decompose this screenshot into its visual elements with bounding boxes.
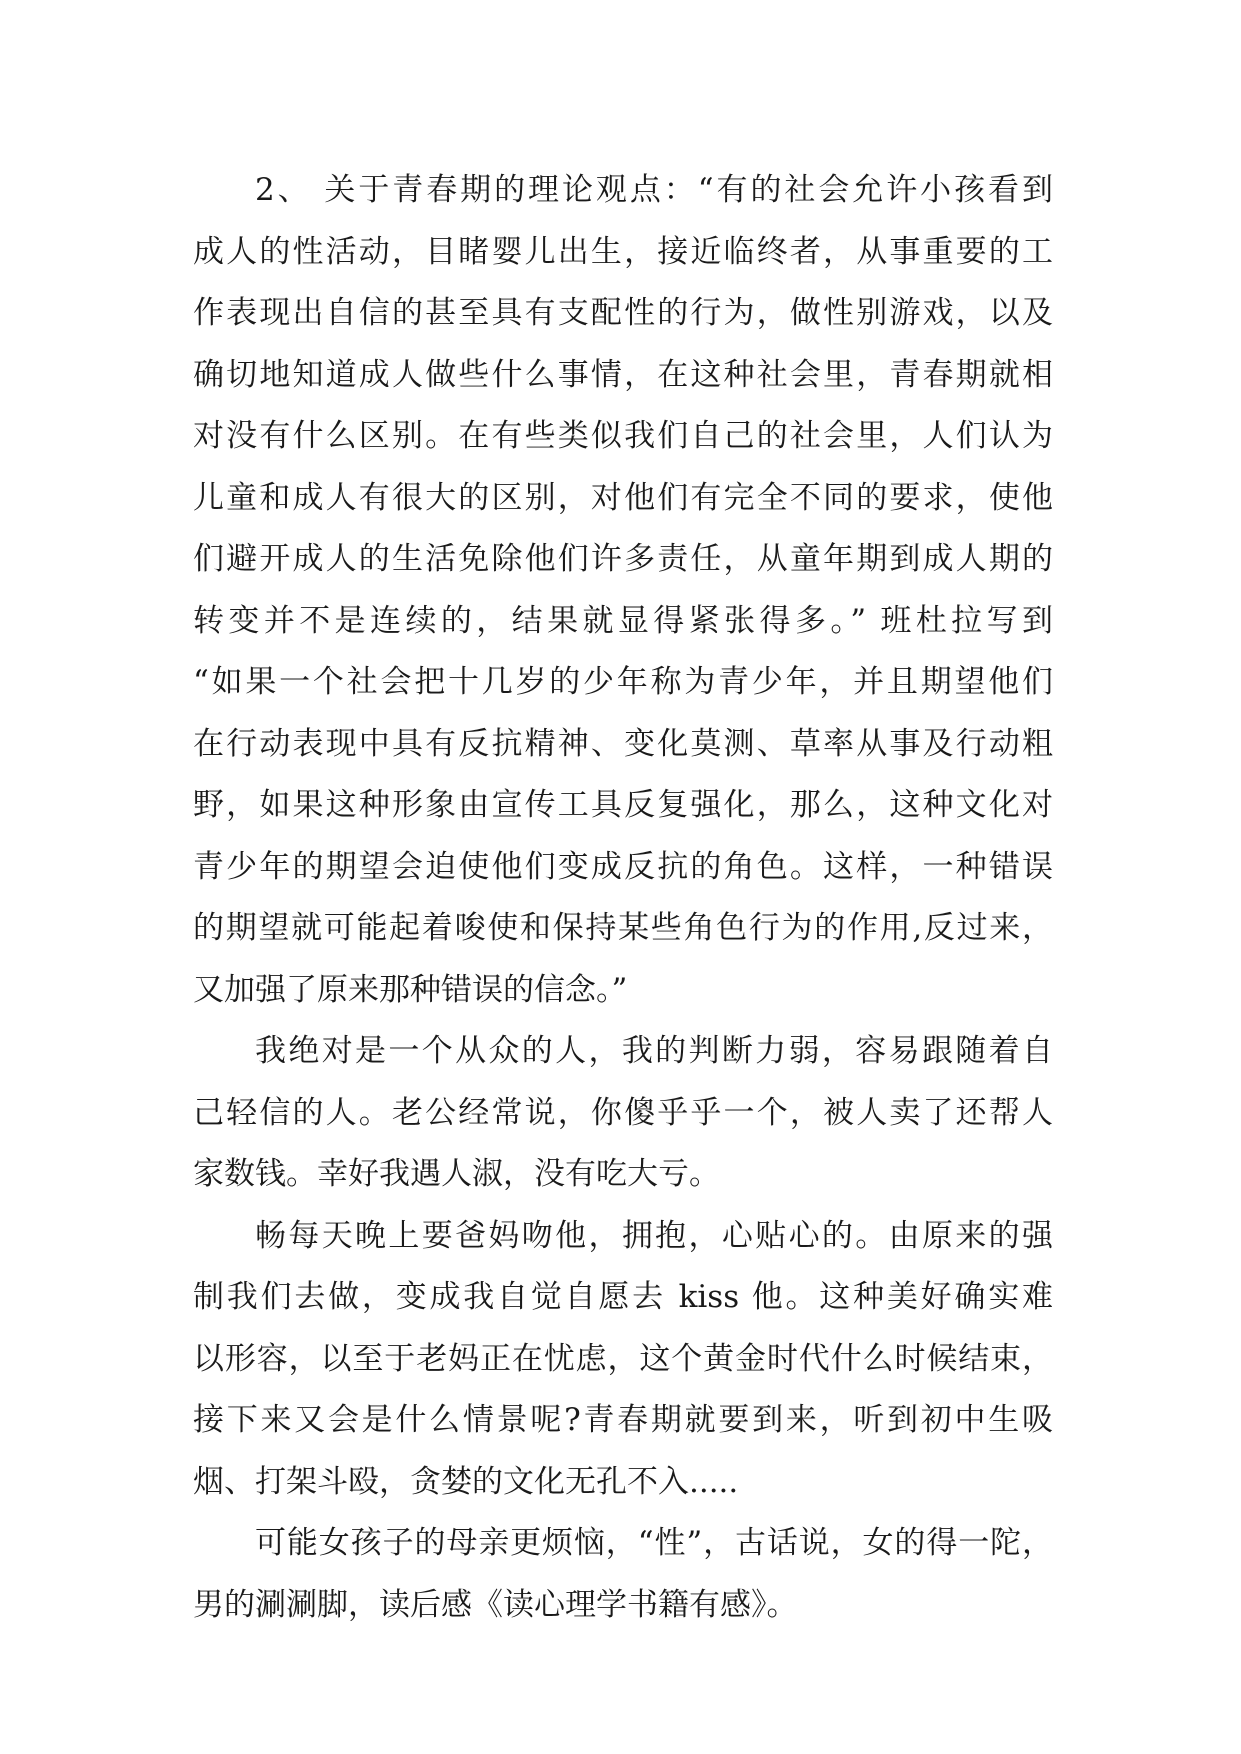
text-line: 在行动表现中具有反抗精神、变化莫测、草率从事及行动粗	[193, 725, 1053, 762]
text-line: 己轻信的人。老公经常说，你傻乎乎一个，被人卖了还帮人	[193, 1094, 1053, 1131]
text-line: 成人的性活动，目睹婴儿出生，接近临终者，从事重要的工	[193, 233, 1053, 270]
text-line: 对没有什么区别。在有些类似我们自己的社会里，人们认为	[193, 418, 1053, 454]
text-line: 作表现出自信的甚至具有支配性的行为，做性别游戏，以及	[193, 295, 1053, 331]
text-line: 转变并不是连续的，结果就显得紧张得多。” 班杜拉写到	[193, 602, 1053, 639]
text-line: 的期望就可能起着唆使和保持某些角色行为的作用,反过来，	[193, 910, 1053, 946]
text-line: 制我们去做，变成我自觉自愿去 kiss 他。这种美好确实难	[193, 1279, 1053, 1315]
text-line: 2、 关于青春期的理论观点：“有的社会允许小孩看到	[255, 172, 1053, 208]
text-line: 家数钱。幸好我遇人淑，没有吃大亏。	[193, 1156, 720, 1192]
paragraph-adolescence-theory	[193, 160, 1053, 1021]
text-line: 确切地知道成人做些什么事情，在这种社会里，青春期就相	[193, 356, 1053, 393]
document-page	[193, 160, 1053, 1636]
paragraph-conformist	[193, 1021, 1053, 1206]
paragraph-girls-mother	[193, 1513, 1053, 1636]
text-line: 畅每天晚上要爸妈吻他，拥抱，心贴心的。由原来的强	[255, 1217, 1053, 1254]
text-line: 烟、打架斗殴，贪婪的文化无孔不入.....	[193, 1463, 739, 1500]
text-line: 我绝对是一个从众的人，我的判断力弱，容易跟随着自	[255, 1033, 1053, 1069]
text-line: 野，如果这种形象由宣传工具反复强化，那么，这种文化对	[193, 787, 1053, 823]
text-line: 又加强了原来那种错误的信念。”	[193, 971, 628, 1008]
text-line: 接下来又会是什么情景呢?青春期就要到来，听到初中生吸	[193, 1402, 1053, 1438]
text-line: 以形容，以至于老妈正在忧虑，这个黄金时代什么时候结束，	[193, 1340, 1053, 1377]
text-line: 男的涮涮脚，读后感《读心理学书籍有感》。	[193, 1586, 798, 1623]
paragraph-kiss	[193, 1206, 1053, 1514]
text-line: 们避开成人的生活免除他们许多责任，从童年期到成人期的	[193, 541, 1053, 577]
text-line: “如果一个社会把十几岁的少年称为青少年，并且期望他们	[193, 664, 1053, 700]
text-line: 可能女孩子的母亲更烦恼，“性”，古话说，女的得一陀，	[255, 1525, 1053, 1561]
text-line: 儿童和成人有很大的区别，对他们有完全不同的要求，使他	[193, 479, 1053, 516]
text-line: 青少年的期望会迫使他们变成反抗的角色。这样，一种错误	[193, 848, 1053, 885]
